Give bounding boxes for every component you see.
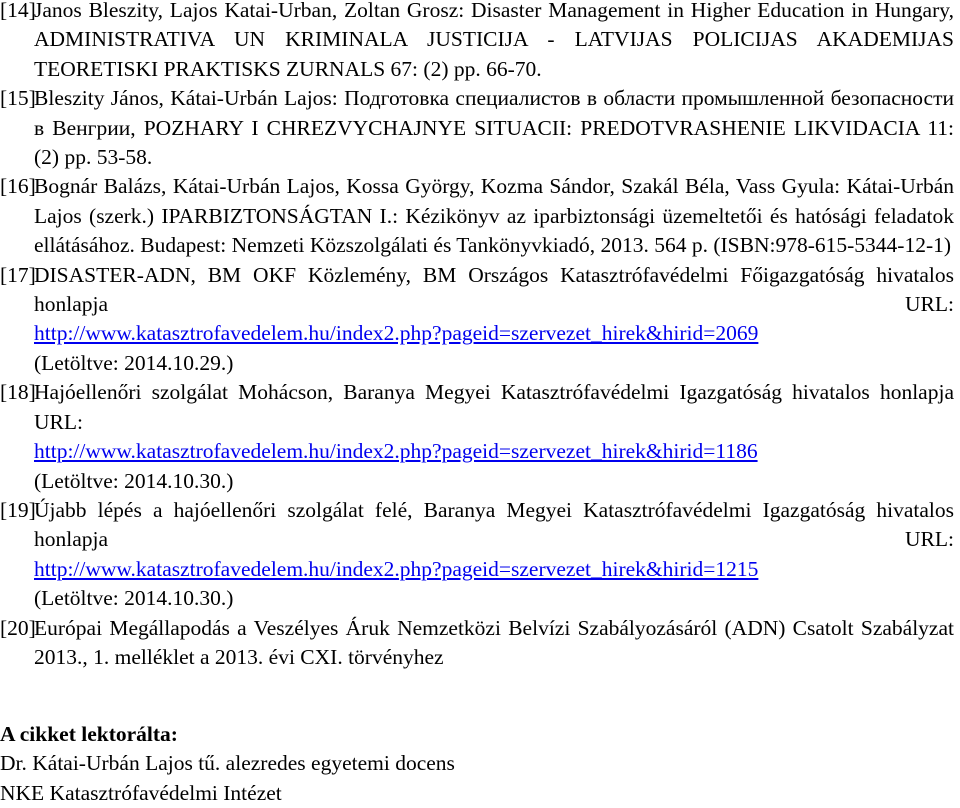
download-date: (Letöltve: 2014.10.30.): [34, 468, 234, 493]
reference-item-20: [0, 614, 954, 673]
reference-number: [16]: [0, 174, 36, 199]
reference-url-link[interactable]: http://www.katasztrofavedelem.hu/index2.php?pageid=szervezet_hirek&hirid=1186: [34, 439, 758, 464]
reviewer-block: [0, 720, 940, 808]
reference-text: DISASTER-ADN, BM OKF Közlemény, BM Országos Katasztrófavédelmi Főigazgatóság hivatalos honlapja URL:: [34, 262, 954, 317]
reference-text: Újabb lépés a hajóellenőri szolgálat felé, Baranya Megyei Katasztrófavédelmi Igazgatóság hivatalos honlapja URL:: [34, 497, 954, 552]
download-date: (Letöltve: 2014.10.29.): [34, 350, 234, 375]
reference-url-link[interactable]: http://www.katasztrofavedelem.hu/index2.php?pageid=szervezet_hirek&hirid=2069: [34, 321, 759, 346]
download-date: (Letöltve: 2014.10.30.): [34, 586, 234, 611]
reference-number: [15]: [0, 86, 36, 111]
reference-text: Bognár Balázs, Kátai-Urbán Lajos, Kossa György, Kozma Sándor, Szakál Béla, Vass Gyula: Kátai-Urbán Lajos (szerk.) IPARBIZTONSÁGTAN I.: Kézikönyv az iparbiztonsági üzemeltetői és hatósági feladatok ellátásához. Budapest: Nemzeti Közszolgálati és Tankönyvkiadó, 2013. 564 p. (ISBN:978-615-5344-12-1): [34, 174, 954, 258]
reference-text: Hajóellenőri szolgálat Mohácson, Baranya Megyei Katasztrófavédelmi Igazgatóság hivatalos honlapja URL:: [34, 380, 954, 434]
reference-number: [20]: [0, 615, 36, 640]
reference-item-14: [0, 0, 954, 84]
reviewer-institution: NKE Katasztrófavédelmi Intézet: [0, 780, 282, 805]
reference-number: [19]: [0, 497, 36, 522]
reference-number: [14]: [0, 0, 36, 22]
reference-text: Európai Megállapodás a Veszélyes Áruk Nemzetközi Belvízi Szabályozásáról (ADN) Csatolt Szabályzat 2013., 1. melléklet a 2013. évi CXI. törvényhez: [34, 615, 954, 669]
reference-text: Janos Bleszity, Lajos Katai-Urban, Zoltan Grosz: Disaster Management in Higher Education in Hungary, ADMINISTRATIVA UN KRIMINALA JUSTICIJA - LATVIJAS POLICIJAS AKADEMIJAS TEORETISKI PRAKTISKS ZURNALS 67: (2) pp. 66-70.: [34, 0, 954, 81]
reference-url-link[interactable]: http://www.katasztrofavedelem.hu/index2.php?pageid=szervezet_hirek&hirid=1215: [34, 556, 759, 581]
reference-item-17: [0, 261, 954, 379]
reviewer-heading: A cikket lektorálta:: [0, 722, 178, 746]
reference-item-19: [0, 496, 954, 614]
reviewer-name: Dr. Kátai-Urbán Lajos tű. alezredes egyetemi docens: [0, 751, 455, 776]
reference-number: [17]: [0, 262, 36, 287]
reference-item-15: [0, 84, 954, 172]
reference-item-18: [0, 378, 954, 496]
reference-number: [18]: [0, 380, 36, 405]
reference-item-16: [0, 172, 954, 260]
reference-text: Bleszity János, Kátai-Urbán Lajos: Подготовка специалистов в области промышленной безопасности в Венгрии, POZHARY I CHREZVYCHAJNYE SITUACII: PREDOTVRASHENIE LIKVIDACIA 11: (2) pp. 53-58.: [34, 86, 954, 170]
